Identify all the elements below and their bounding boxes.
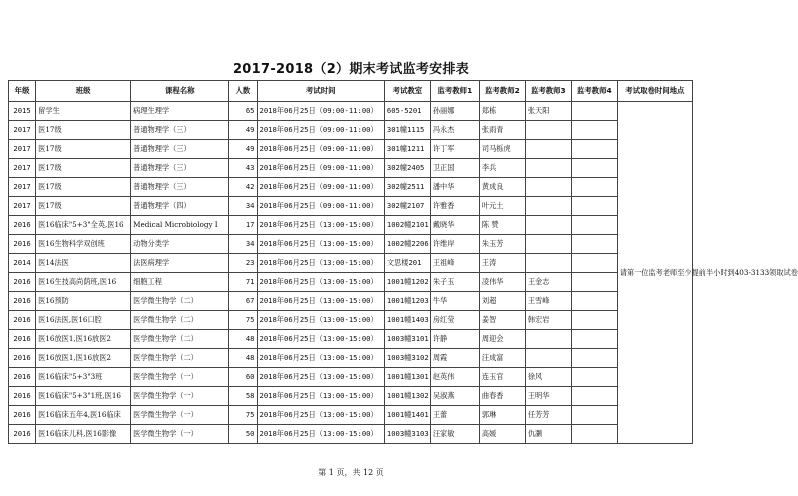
header-proctor4: 监考教师4: [571, 81, 617, 102]
proctor1-cell: 王祖峰: [430, 254, 479, 273]
proctor4-cell: [571, 102, 617, 121]
header-row: [9, 81, 693, 102]
table-row: [9, 102, 693, 121]
time-cell: 2018年06月25日（09:00-11:00）: [257, 121, 384, 140]
proctor1-cell: 周霞: [430, 349, 479, 368]
page-footer: 第 1 页，共 12 页: [318, 468, 384, 477]
proctor1-cell: 汪家敏: [430, 425, 479, 444]
proctor4-cell: [571, 330, 617, 349]
year-cell: 2016: [9, 425, 36, 444]
course-cell: 医学微生物学（二）: [131, 349, 229, 368]
room-cell: 1001幢1403: [384, 311, 430, 330]
proctor4-cell: [571, 425, 617, 444]
time-cell: 2018年06月25日（13:00-15:00）: [257, 330, 384, 349]
table-row: [9, 368, 693, 387]
class-cell: 医16临床"5+3"1班,医16: [36, 387, 131, 406]
proctor2-cell: 叶元土: [479, 197, 525, 216]
course-cell: 细胞工程: [131, 273, 229, 292]
proctor3-cell: 张天阳: [525, 102, 571, 121]
proctor4-cell: [571, 140, 617, 159]
count-cell: 58: [229, 387, 257, 406]
time-cell: 2018年06月25日（09:00-11:00）: [257, 102, 384, 121]
proctor3-cell: 王明华: [525, 387, 571, 406]
proctor3-cell: [525, 197, 571, 216]
class-cell: 医16预防: [36, 292, 131, 311]
proctor1-cell: 吴淑燕: [430, 387, 479, 406]
year-cell: 2016: [9, 330, 36, 349]
time-cell: 2018年06月25日（09:00-11:00）: [257, 159, 384, 178]
page-title: 2017-2018（2）期末考试监考安排表: [232, 62, 470, 77]
proctor3-cell: [525, 349, 571, 368]
proctor4-cell: [571, 216, 617, 235]
proctor3-cell: [525, 216, 571, 235]
time-cell: 2018年06月25日（09:00-11:00）: [257, 178, 384, 197]
course-cell: 普通物理学（三）: [131, 140, 229, 159]
proctor4-cell: [571, 197, 617, 216]
year-cell: 2016: [9, 387, 36, 406]
year-cell: 2016: [9, 368, 36, 387]
year-cell: 2017: [9, 121, 36, 140]
time-cell: 2018年06月25日（13:00-15:00）: [257, 387, 384, 406]
table-row: [9, 425, 693, 444]
class-cell: 医16临床"5+3"全英,医16: [36, 216, 131, 235]
proctor1-cell: 许维岸: [430, 235, 479, 254]
class-cell: 医17级: [36, 159, 131, 178]
proctor3-cell: [525, 140, 571, 159]
count-cell: 23: [229, 254, 257, 273]
class-cell: 医16生物科学双创班: [36, 235, 131, 254]
count-cell: 49: [229, 140, 257, 159]
count-cell: 75: [229, 311, 257, 330]
header-time: 考试时间: [257, 81, 384, 102]
proctor1-cell: 朱子玉: [430, 273, 479, 292]
time-cell: 2018年06月25日（13:00-15:00）: [257, 425, 384, 444]
header-year: 年级: [9, 81, 36, 102]
year-cell: 2015: [9, 102, 36, 121]
room-cell: 302幢2405: [384, 159, 430, 178]
course-cell: 法医病理学: [131, 254, 229, 273]
count-cell: 17: [229, 216, 257, 235]
proctor4-cell: [571, 235, 617, 254]
class-cell: 医17级: [36, 178, 131, 197]
table-row: [9, 197, 693, 216]
header-pickup: 考试取卷时间地点: [617, 81, 692, 102]
count-cell: 48: [229, 330, 257, 349]
year-cell: 2017: [9, 140, 36, 159]
proctor1-cell: 许静: [430, 330, 479, 349]
course-cell: 医学微生物学（一）: [131, 368, 229, 387]
count-cell: 60: [229, 368, 257, 387]
room-cell: 1001幢1202: [384, 273, 430, 292]
class-cell: 医16法医,医16口腔: [36, 311, 131, 330]
class-cell: 医16放医1,医16放医2: [36, 349, 131, 368]
room-cell: 301幢1115: [384, 121, 430, 140]
proctor3-cell: 王雪峰: [525, 292, 571, 311]
proctor1-cell: 孙丽娜: [430, 102, 479, 121]
class-cell: 医17级: [36, 140, 131, 159]
time-cell: 2018年06月25日（09:00-11:00）: [257, 197, 384, 216]
room-cell: 1002幢2101: [384, 216, 430, 235]
header-proctor1: 监考教师1: [430, 81, 479, 102]
proctor3-cell: [525, 121, 571, 140]
year-cell: 2017: [9, 197, 36, 216]
proctor1-cell: 戴晓华: [430, 216, 479, 235]
table-row: [9, 387, 693, 406]
exam-schedule-table: [8, 80, 798, 444]
proctor2-cell: 姜智: [479, 311, 525, 330]
proctor2-cell: 连玉官: [479, 368, 525, 387]
time-cell: 2018年06月25日（13:00-15:00）: [257, 368, 384, 387]
course-cell: 医学微生物学（一）: [131, 406, 229, 425]
header-proctor3: 监考教师3: [525, 81, 571, 102]
time-cell: 2018年06月25日（13:00-15:00）: [257, 292, 384, 311]
course-cell: 医学微生物学（二）: [131, 311, 229, 330]
proctor2-cell: 曲春香: [479, 387, 525, 406]
year-cell: 2016: [9, 216, 36, 235]
year-cell: 2016: [9, 311, 36, 330]
proctor1-cell: 王蕾: [430, 406, 479, 425]
time-cell: 2018年06月25日（13:00-15:00）: [257, 273, 384, 292]
table-row: [9, 178, 693, 197]
pickup-note-cell: 请第一位监考老师至少提前半小时到403-3133领取试卷: [617, 102, 692, 444]
proctor4-cell: [571, 368, 617, 387]
header-class: 班级: [36, 81, 131, 102]
header-course: 课程名称: [131, 81, 229, 102]
proctor1-cell: 卫正国: [430, 159, 479, 178]
class-cell: 医14法医: [36, 254, 131, 273]
proctor2-cell: 刘超: [479, 292, 525, 311]
room-cell: 301幢1211: [384, 140, 430, 159]
table-row: [9, 311, 693, 330]
proctor2-cell: 王涛: [479, 254, 525, 273]
class-cell: 医16临床儿科,医16影像: [36, 425, 131, 444]
table-row: [9, 330, 693, 349]
proctor1-cell: 潘中华: [430, 178, 479, 197]
header-proctor2: 监考教师2: [479, 81, 525, 102]
proctor2-cell: 陈 赞: [479, 216, 525, 235]
count-cell: 34: [229, 197, 257, 216]
time-cell: 2018年06月25日（13:00-15:00）: [257, 311, 384, 330]
proctor1-cell: 冯永杰: [430, 121, 479, 140]
proctor4-cell: [571, 159, 617, 178]
course-cell: 医学微生物学（二）: [131, 292, 229, 311]
room-cell: 1003幢3102: [384, 349, 430, 368]
proctor3-cell: 王金志: [525, 273, 571, 292]
year-cell: 2016: [9, 273, 36, 292]
proctor1-cell: 赵英伟: [430, 368, 479, 387]
table-row: [9, 254, 693, 273]
table-row: [9, 235, 693, 254]
table-body: [9, 102, 798, 444]
year-cell: 2016: [9, 292, 36, 311]
proctor2-cell: 郭琳: [479, 406, 525, 425]
proctor3-cell: [525, 330, 571, 349]
course-cell: 普通物理学（三）: [131, 121, 229, 140]
table-row: [9, 349, 693, 368]
table-row: [9, 216, 693, 235]
table-row: [9, 121, 693, 140]
class-cell: 医16生技高尚荫班,医16: [36, 273, 131, 292]
proctor2-cell: 黄成良: [479, 178, 525, 197]
course-cell: Medical Microbiology I: [131, 216, 229, 235]
room-cell: 605-5201: [384, 102, 430, 121]
proctor2-cell: 汪成富: [479, 349, 525, 368]
proctor4-cell: [571, 254, 617, 273]
proctor1-cell: 许丁军: [430, 140, 479, 159]
room-cell: 1003幢3103: [384, 425, 430, 444]
course-cell: 普通物理学（三）: [131, 159, 229, 178]
proctor3-cell: [525, 178, 571, 197]
year-cell: 2017: [9, 178, 36, 197]
class-cell: 医16临床"5+3"3班: [36, 368, 131, 387]
time-cell: 2018年06月25日（09:00-11:00）: [257, 140, 384, 159]
class-cell: 医16临床五年4,医16临床: [36, 406, 131, 425]
time-cell: 2018年06月25日（13:00-15:00）: [257, 349, 384, 368]
header-count: 人数: [229, 81, 257, 102]
course-cell: 医学微生物学（一）: [131, 425, 229, 444]
proctor2-cell: 周迎会: [479, 330, 525, 349]
class-cell: 留学生: [36, 102, 131, 121]
proctor3-cell: [525, 235, 571, 254]
proctor3-cell: [525, 254, 571, 273]
proctor4-cell: [571, 349, 617, 368]
table-row: [9, 406, 693, 425]
course-cell: 动物分类学: [131, 235, 229, 254]
room-cell: 1001幢1401: [384, 406, 430, 425]
proctor4-cell: [571, 406, 617, 425]
room-cell: 1001幢1302: [384, 387, 430, 406]
proctor3-cell: [525, 159, 571, 178]
count-cell: 50: [229, 425, 257, 444]
proctor3-cell: 任芳芳: [525, 406, 571, 425]
proctor2-cell: 高媛: [479, 425, 525, 444]
count-cell: 34: [229, 235, 257, 254]
proctor1-cell: 牛华: [430, 292, 479, 311]
room-cell: 1001幢1301: [384, 368, 430, 387]
time-cell: 2018年06月25日（13:00-15:00）: [257, 235, 384, 254]
year-cell: 2016: [9, 235, 36, 254]
time-cell: 2018年06月25日（13:00-15:00）: [257, 216, 384, 235]
proctor4-cell: [571, 121, 617, 140]
proctor2-cell: 郑栋: [479, 102, 525, 121]
table-row: [9, 273, 693, 292]
time-cell: 2018年06月25日（13:00-15:00）: [257, 254, 384, 273]
table-row: [9, 140, 693, 159]
room-cell: 1001幢1203: [384, 292, 430, 311]
course-cell: 医学微生物学（二）: [131, 330, 229, 349]
count-cell: 71: [229, 273, 257, 292]
header-room: 考试教室: [384, 81, 430, 102]
proctor4-cell: [571, 273, 617, 292]
proctor2-cell: 朱玉芳: [479, 235, 525, 254]
time-cell: 2018年06月25日（13:00-15:00）: [257, 406, 384, 425]
table-row: [9, 292, 693, 311]
class-cell: 医17级: [36, 197, 131, 216]
proctor4-cell: [571, 292, 617, 311]
course-cell: 普通物理学（三）: [131, 178, 229, 197]
proctor3-cell: 韩宏岩: [525, 311, 571, 330]
proctor2-cell: 凌伟华: [479, 273, 525, 292]
room-cell: 1003幢3101: [384, 330, 430, 349]
proctor2-cell: 司马栎虎: [479, 140, 525, 159]
year-cell: 2016: [9, 406, 36, 425]
year-cell: 2017: [9, 159, 36, 178]
course-cell: 普通物理学（四）: [131, 197, 229, 216]
proctor1-cell: 许雅香: [430, 197, 479, 216]
proctor2-cell: 张雨青: [479, 121, 525, 140]
proctor4-cell: [571, 387, 617, 406]
class-cell: 医16放医1,医16放医2: [36, 330, 131, 349]
count-cell: 67: [229, 292, 257, 311]
course-cell: 医学微生物学（一）: [131, 387, 229, 406]
proctor4-cell: [571, 311, 617, 330]
count-cell: 42: [229, 178, 257, 197]
count-cell: 48: [229, 349, 257, 368]
proctor3-cell: 徐风: [525, 368, 571, 387]
room-cell: 302幢2107: [384, 197, 430, 216]
year-cell: 2014: [9, 254, 36, 273]
room-cell: 302幢2511: [384, 178, 430, 197]
proctor2-cell: 李兵: [479, 159, 525, 178]
count-cell: 65: [229, 102, 257, 121]
room-cell: 1002幢2206: [384, 235, 430, 254]
proctor4-cell: [571, 178, 617, 197]
count-cell: 49: [229, 121, 257, 140]
class-cell: 医17级: [36, 121, 131, 140]
table-row: [9, 159, 693, 178]
count-cell: 43: [229, 159, 257, 178]
proctor1-cell: 房红莹: [430, 311, 479, 330]
count-cell: 75: [229, 406, 257, 425]
room-cell: 文思楼201: [384, 254, 430, 273]
course-cell: 病理生理学: [131, 102, 229, 121]
year-cell: 2016: [9, 349, 36, 368]
proctor3-cell: 仇灏: [525, 425, 571, 444]
